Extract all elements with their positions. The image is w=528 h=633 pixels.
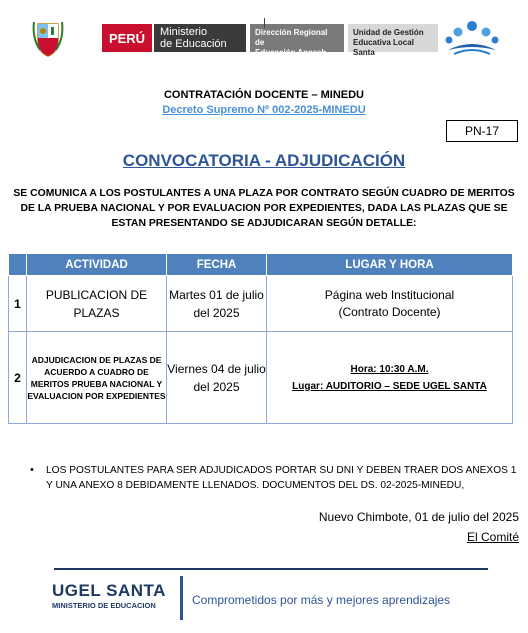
peru-label: PERÚ	[102, 24, 152, 52]
table-row	[9, 332, 513, 424]
row-actividad: PUBLICACION DE PLAZAS	[27, 276, 167, 332]
footer-brand	[52, 581, 166, 610]
ugel-label-line2: Educativa Local Santa	[353, 38, 414, 57]
row-lugar-line1: Página web Institucional	[324, 287, 455, 302]
dre-label	[250, 24, 344, 57]
minedu-label-line1: Ministerio	[160, 26, 208, 38]
footer-brand-name: UGEL SANTA	[52, 581, 166, 600]
header-divider	[264, 18, 265, 28]
ugel-label-line1: Unidad de Gestión	[353, 28, 424, 37]
row-lugar	[267, 332, 513, 424]
row-lugar-line2: (Contrato Docente)	[338, 304, 441, 319]
header-fecha: FECHA	[167, 254, 267, 276]
schedule-table	[8, 253, 513, 424]
minedu-label	[154, 24, 246, 52]
table-row	[9, 276, 513, 332]
footer-slogan: Comprometidos por más y mejores aprendizajes	[192, 593, 451, 607]
footer-brand-sub: MINISTERIO DE EDUCACION	[52, 601, 156, 610]
row-hora: Hora: 10:30 A.M.	[350, 363, 429, 375]
row-fecha: Martes 01 de julio del 2025	[167, 276, 267, 332]
dre-label-line2: Educación Ancash	[255, 48, 327, 57]
row-fecha: Viernes 04 de julio del 2025	[167, 332, 267, 424]
header-logos	[26, 16, 496, 62]
requirements-note: • LOS POSTULANTES PARA SER ADJUDICADOS PORTAR SU DNI Y DEBEN TRAER DOS ANEXOS 1 Y UNA ANEXO 8 DEBIDAMENTE LLENADOS. DOCUMENTOS DEL DS. 02-2025-MINEDU,	[30, 463, 524, 493]
row-actividad: ADJUDICACION DE PLAZAS DE ACUERDO A CUADRO DE MERITOS PRUEBA NACIONAL Y EVALUACION POR EXPEDIENTES	[27, 332, 167, 424]
peru-coat-of-arms-icon	[30, 18, 66, 58]
ugel-logo-icon	[444, 18, 500, 58]
dre-label-line1: Dirección Regional de	[255, 28, 328, 47]
place-date: Nuevo Chimbote, 01 de julio del 2025	[318, 510, 519, 524]
header-lugar: LUGAR Y HORA	[267, 254, 513, 276]
decree-link[interactable]: Decreto Supremo Nº 002-2025-MINEDU	[162, 104, 366, 116]
signer: El Comité	[466, 530, 519, 544]
row-lugar-detail: Lugar: AUDITORIO – SEDE UGEL SANTA	[292, 380, 487, 392]
contracting-title: CONTRATACIÓN DOCENTE – MINEDU	[163, 89, 365, 101]
page-title: CONVOCATORIA - ADJUDICACIÓN	[122, 151, 406, 170]
row-number: 2	[9, 332, 27, 424]
footer-separator	[180, 576, 183, 620]
intro-paragraph: SE COMUNICA A LOS POSTULANTES A UNA PLAZA POR CONTRATO SEGÚN CUADRO DE MERITOS DE LA PRUEBA NACIONAL Y POR EVALUACION POR EXPEDIENTES, DADA LAS PLAZAS QUE SE ESTAN PRESENTANDO SE ADJUDICARAN SEGÚN DETALLE:	[13, 188, 515, 229]
document-code: PN-17	[446, 120, 518, 142]
row-lugar	[267, 276, 513, 332]
row-number: 1	[9, 276, 27, 332]
table-header-row	[9, 254, 513, 276]
footer-rule	[54, 568, 488, 570]
ugel-label	[348, 24, 438, 57]
header-actividad: ACTIVIDAD	[27, 254, 167, 276]
header-num	[9, 254, 27, 276]
minedu-label-line2: de Educación	[160, 38, 227, 50]
